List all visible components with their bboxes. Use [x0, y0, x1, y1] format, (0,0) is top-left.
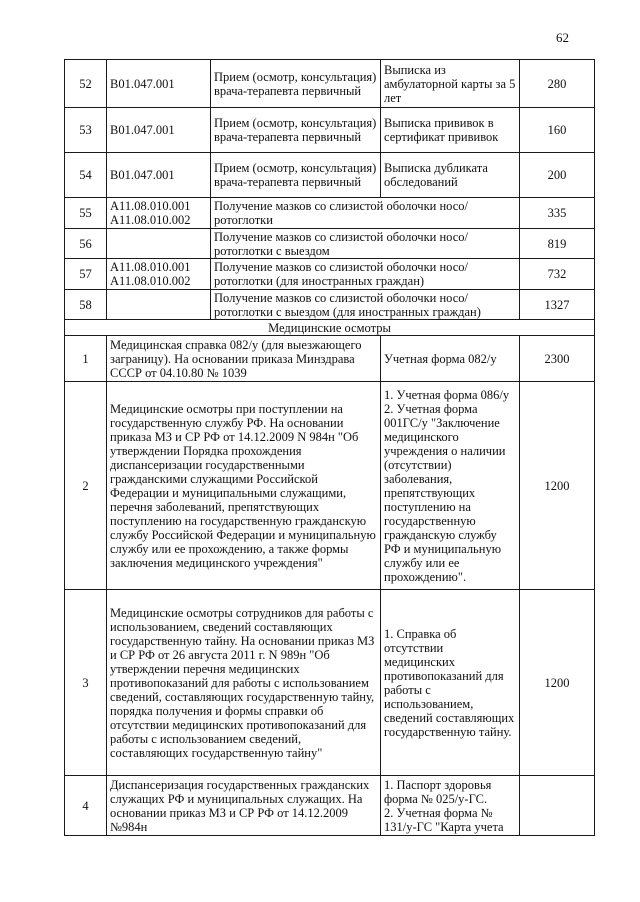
services-price-table: [64, 59, 595, 836]
table-row: [65, 198, 595, 229]
row-number: 2: [65, 382, 107, 590]
exam-description: Диспансеризация государственных гражданских служащих РФ и муниципальных служащих. На основании приказ МЗ и СР РФ от 14.12.2009 №984н: [107, 776, 381, 836]
exam-price: 1200: [520, 590, 595, 776]
section-header-row: [65, 320, 595, 336]
row-number: 4: [65, 776, 107, 836]
service-price: 1327: [520, 290, 595, 320]
page-number: 62: [556, 30, 569, 45]
row-number: 53: [65, 108, 107, 153]
row-number: 1: [65, 336, 107, 382]
exam-description: Медицинские осмотры сотрудников для работы с использованием, сведений составляющих государственную тайну. На основании приказ МЗ и СР РФ от 26 августа 2011 г. N 989н "Об утверждении перечня медицинских противопоказаний для работы с использованием сведений, составляющих государственную тайну, порядка получения и формы справки об отсутствии медицинских противопоказаний для работы с использованием сведений, составляющих государственную тайну": [107, 590, 381, 776]
row-number: 56: [65, 229, 107, 259]
exam-document: 1. Учетная форма 086/у 2. Учетная форма 001ГС/у "Заключение медицинского учреждения о наличии (отсутствии) заболевания, препятствующих поступлению на государственную гражданскую службу РФ и муниципальную службу или ее прохождению".: [381, 382, 520, 590]
table-row: [65, 590, 595, 776]
service-name: Прием (осмотр, консультация) врача-терапевта первичный: [211, 153, 381, 198]
exam-price: [520, 776, 595, 836]
service-name: Получение мазков со слизистой оболочки носо/ротоглотки с выездом: [211, 229, 520, 259]
service-name: Получение мазков со слизистой оболочки носо/ротоглотки: [211, 198, 520, 229]
service-price: 200: [520, 153, 595, 198]
table-row: [65, 259, 595, 290]
table-row: [65, 60, 595, 108]
exam-description: Медицинские осмотры при поступлении на государственную службу РФ. На основании приказа МЗ и СР РФ от 14.12.2009 N 984н "Об утверждении Порядка прохождения диспансеризации государственными гражданскими служащими Российской Федерации и муниципальными служащими, перечня заболеваний, препятствующих поступлению на государственную гражданскую службу Российской Федерации и муниципальную службу или ее прохождению, а также формы заключения медицинского учреждения": [107, 382, 381, 590]
service-price: 335: [520, 198, 595, 229]
table-row: [65, 153, 595, 198]
section-title: Медицинские осмотры: [65, 320, 595, 336]
service-document: Выписка прививок в сертификат прививок: [381, 108, 520, 153]
service-name: Получение мазков со слизистой оболочки носо/ротоглотки (для иностранных граждан): [211, 259, 520, 290]
table-row: [65, 108, 595, 153]
service-code: B01.047.001: [107, 60, 211, 108]
exam-price: 1200: [520, 382, 595, 590]
table-row: [65, 776, 595, 836]
exam-description: Медицинская справка 082/у (для выезжающего заграницу). На основании приказа Минздрава СССР от 04.10.80 № 1039: [107, 336, 381, 382]
service-name: Прием (осмотр, консультация) врача-терапевта первичный: [211, 60, 381, 108]
table-row: [65, 229, 595, 259]
row-number: 55: [65, 198, 107, 229]
exam-document: 1. Справка об отсутствии медицинских противопоказаний для работы с использованием, сведений составляющих государственную тайну.: [381, 590, 520, 776]
service-price: 280: [520, 60, 595, 108]
exam-price: 2300: [520, 336, 595, 382]
service-name: Получение мазков со слизистой оболочки носо/ротоглотки с выездом (для иностранных граждан): [211, 290, 520, 320]
row-number: 58: [65, 290, 107, 320]
service-code: B01.047.001: [107, 153, 211, 198]
exam-document: 1. Паспорт здоровья форма № 025/у-ГС. 2. Учетная форма № 131/у-ГС "Карта учета: [381, 776, 520, 836]
service-price: 732: [520, 259, 595, 290]
service-code: A11.08.010.001 A11.08.010.002: [107, 259, 211, 290]
service-code: B01.047.001: [107, 108, 211, 153]
service-name: Прием (осмотр, консультация) врача-терапевта первичный: [211, 108, 381, 153]
table-row: [65, 336, 595, 382]
exam-document: Учетная форма 082/у: [381, 336, 520, 382]
service-price: 819: [520, 229, 595, 259]
row-number: 3: [65, 590, 107, 776]
service-code: [107, 229, 211, 259]
service-price: 160: [520, 108, 595, 153]
service-code: [107, 290, 211, 320]
table-row: [65, 382, 595, 590]
row-number: 52: [65, 60, 107, 108]
service-document: Выписка дубликата обследований: [381, 153, 520, 198]
row-number: 57: [65, 259, 107, 290]
table-row: [65, 290, 595, 320]
service-document: Выписка из амбулаторной карты за 5 лет: [381, 60, 520, 108]
service-code: A11.08.010.001 A11.08.010.002: [107, 198, 211, 229]
row-number: 54: [65, 153, 107, 198]
